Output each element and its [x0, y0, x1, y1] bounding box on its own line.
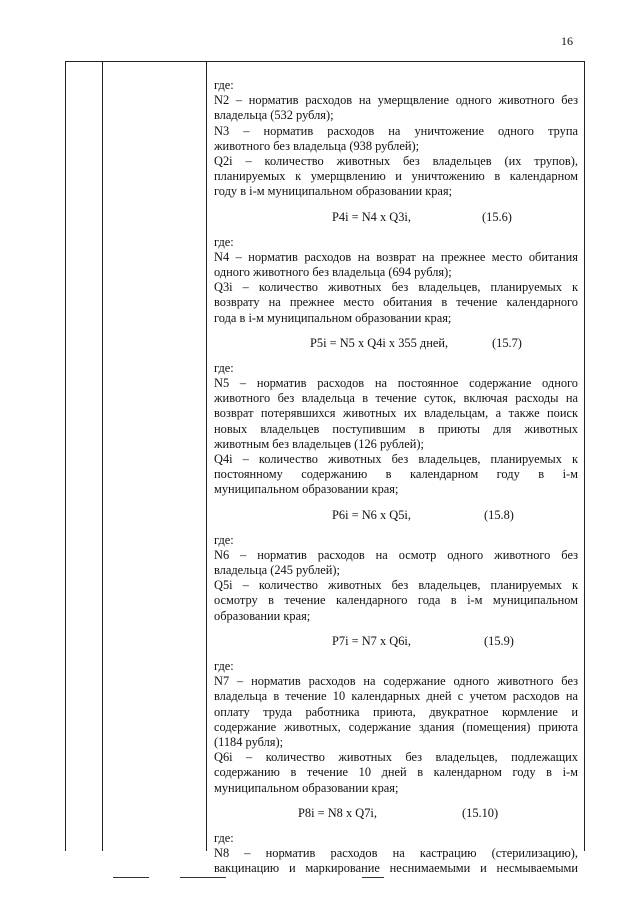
text-line: Q3i – количество животных без владельцев, планируемых к [214, 280, 578, 295]
formula-number: (15.8) [484, 507, 514, 522]
where-label: где: [214, 234, 234, 249]
formula-number: (15.10) [462, 805, 499, 820]
text-line: одного животного без владельца (694 рубля); [214, 265, 452, 280]
text-line: содержание животных, содержание здания (помещения) приюта [214, 719, 578, 734]
footer-mark [362, 877, 384, 878]
text-line: муниципальном образовании края; [214, 780, 399, 795]
page-number: 16 [561, 34, 573, 48]
text-line: возврат потерявшихся животных их владельцам, а также поиск [214, 406, 578, 421]
formula-15-7 [214, 336, 578, 351]
text-line: содержанию в течение 10 дней в календарном году в i-м [214, 765, 578, 780]
formula-expression: P7i = N7 x Q6i, [332, 633, 411, 648]
text-line: (1184 рубля); [214, 734, 284, 749]
text-line: N6 – норматив расходов на осмотр одного животного без [214, 547, 578, 562]
text-line: Q5i – количество животных без владельцев, планируемых к [214, 578, 578, 593]
text-line: возврату на прежнее место обитания в течение календарного [214, 295, 578, 310]
column-divider-1 [102, 62, 103, 851]
text-line: животным без владельцев (126 рублей); [214, 436, 424, 451]
text-line: года в i-м муниципальном образовании края; [214, 310, 452, 325]
where-label: где: [214, 532, 234, 547]
formula-15-10 [214, 806, 578, 821]
text-line: планируемых к умерщвлению и уничтожению в календарном [214, 169, 578, 184]
formula-expression: P4i = N4 x Q3i, [332, 209, 411, 224]
text-line: осмотру в течение календарного года в i-м муниципальном [214, 593, 578, 608]
formula-expression: P5i = N5 x Q4i x 355 дней, [310, 335, 449, 350]
formula-number: (15.9) [484, 633, 514, 648]
formula-15-9 [214, 634, 578, 649]
where-label: где: [214, 658, 234, 673]
footer-mark [180, 877, 226, 878]
text-line: N8 – норматив расходов на кастрацию (стерилизацию), [214, 845, 578, 860]
text-line: Q2i – количество животных без владельцев (их трупов), [214, 154, 578, 169]
table-text-cell [214, 78, 578, 876]
text-line: N2 – норматив расходов на умерщвление одного животного без [214, 93, 578, 108]
text-line: N4 – норматив расходов на возврат на прежнее место обитания [214, 249, 578, 264]
footer-mark [113, 877, 149, 878]
text-line: вакцинацию и маркирование неснимаемыми и несмываемыми [214, 861, 578, 876]
text-line: владельца в течение 10 календарных дней с учетом расходов на [214, 689, 578, 704]
text-line: Q4i – количество животных без владельцев, планируемых к [214, 452, 578, 467]
footer-marks [0, 877, 639, 881]
column-divider-2 [206, 62, 207, 851]
text-line: животного без владельца (938 рублей); [214, 138, 420, 153]
text-line: оплату труда работника приюта, двукратное кормление и [214, 704, 578, 719]
text-line: владельца (532 рубля); [214, 108, 334, 123]
text-line: N3 – норматив расходов на уничтожение одного трупа [214, 123, 578, 138]
formula-expression: P8i = N8 x Q7i, [298, 805, 377, 820]
document-table [65, 61, 585, 876]
text-line: году в i-м муниципальном образовании края; [214, 184, 453, 199]
text-line: владельца (245 рублей); [214, 563, 340, 578]
text-line: новых владельцев поступившим в приюты для животных [214, 421, 578, 436]
text-line: Q6i – количество животных без владельцев, подлежащих [214, 750, 578, 765]
where-label: где: [214, 360, 234, 375]
where-label: где: [214, 830, 234, 845]
text-line: N5 – норматив расходов на постоянное содержание одного [214, 376, 578, 391]
formula-15-8 [214, 508, 578, 523]
where-label: где: [214, 78, 234, 92]
text-line: животного без владельца в течение суток, включая расходы на [214, 391, 578, 406]
text-line: муниципальном образовании края; [214, 482, 399, 497]
text-line: образовании края; [214, 608, 311, 623]
text-line: постоянному содержанию в календарном году в i-м [214, 467, 578, 482]
formula-15-6 [214, 210, 578, 225]
formula-expression: P6i = N6 x Q5i, [332, 507, 411, 522]
formula-number: (15.6) [482, 209, 512, 224]
formula-number: (15.7) [492, 335, 522, 350]
text-line: N7 – норматив расходов на содержание одного животного без [214, 674, 578, 689]
